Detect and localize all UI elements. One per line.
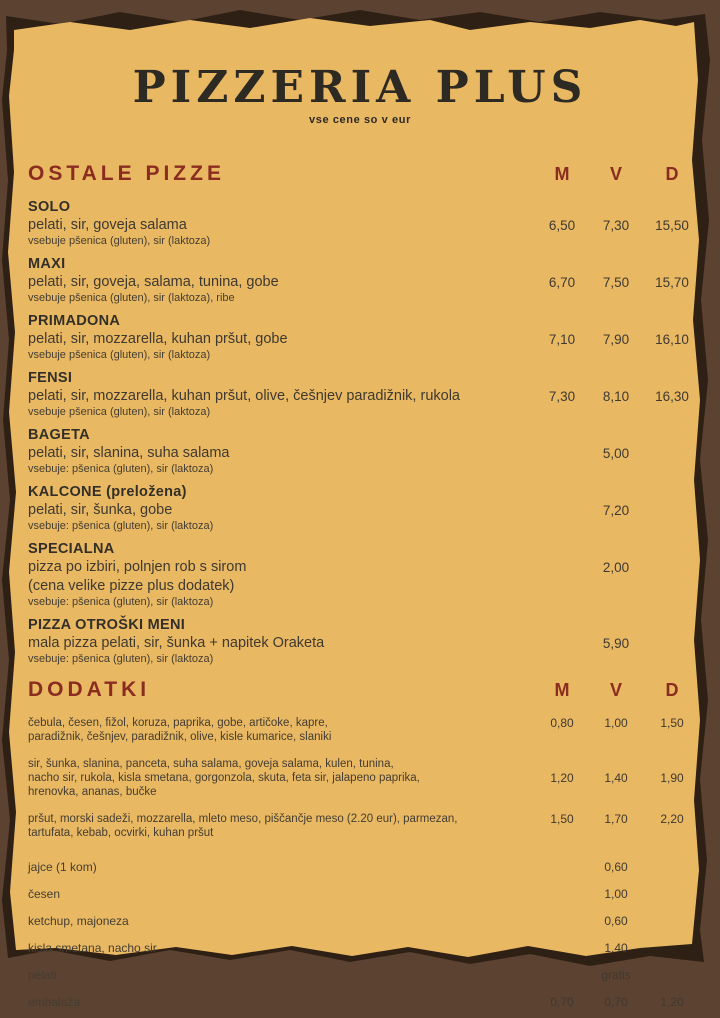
menu-item-specialna — [28, 540, 702, 609]
price-v: 5,00 — [602, 446, 630, 461]
dodatki-text-line: pršut, morski sadeži, mozzarella, mleto meso, piščančje meso (2.20 eur), parmezan, — [28, 813, 458, 825]
price-d: 2,20 — [660, 812, 684, 826]
price-m: 6,50 — [548, 218, 576, 233]
item-name: MAXI — [28, 256, 66, 272]
item-description — [28, 558, 534, 596]
column-header-m: M — [554, 163, 570, 184]
item-description: mala pizza pelati, sir, šunka + napitek Oraketa — [28, 635, 325, 651]
price-v: 7,90 — [602, 332, 630, 347]
price-v: 7,50 — [602, 275, 630, 290]
dodatki-text: jajce (1 kom) — [28, 859, 97, 874]
menu-item-bageta — [28, 426, 702, 476]
item-name: PIZZA OTROŠKI MENI — [28, 617, 186, 633]
item-allergens: vsebuje pšenica (gluten), sir (laktoza) — [28, 406, 211, 418]
price-v: gratis — [601, 967, 631, 982]
price-d: 1,90 — [660, 771, 684, 785]
item-description: pelati, sir, goveja, salama, tunina, gobe — [28, 274, 279, 290]
item-allergens: vsebuje: pšenica (gluten), sir (laktoza) — [28, 520, 214, 532]
price-v: 7,20 — [602, 503, 630, 518]
menu-item-primadona — [28, 312, 702, 362]
section-title: DODATKI — [28, 678, 151, 701]
item-allergens: vsebuje: pšenica (gluten), sir (laktoza) — [28, 653, 214, 665]
price-v: 0,70 — [604, 994, 628, 1009]
price-v: 5,90 — [602, 636, 630, 651]
price-v: 1,00 — [604, 886, 628, 901]
dodatki-row-kisla-smetana — [28, 934, 702, 961]
dodatki-text-line: paradižnik, češnjev, paradižnik, olive, kisle kumarice, slaniki — [28, 731, 332, 743]
price-m: 7,30 — [548, 389, 576, 404]
dodatki-text-line: tartufata, kebab, ocvirki, kuhan pršut — [28, 827, 214, 839]
item-name: BAGETA — [28, 427, 90, 443]
dodatki-text — [28, 812, 534, 840]
price-d: 16,30 — [655, 389, 689, 404]
item-allergens: vsebuje: pšenica (gluten), sir (laktoza) — [28, 463, 214, 475]
price-v: 0,60 — [604, 913, 628, 928]
price-v: 1,40 — [604, 771, 628, 785]
dodatki-row-vegetables — [28, 716, 702, 744]
item-description-line1: pizza po izbiri, polnjen rob s sirom — [28, 559, 247, 575]
item-name: SPECIALNA — [28, 541, 115, 557]
price-v: 1,70 — [604, 812, 628, 826]
item-description: pelati, sir, slanina, suha salama — [28, 445, 230, 461]
item-name: KALCONE (preložena) — [28, 484, 187, 500]
price-d: 16,10 — [655, 332, 689, 347]
column-header-v: V — [609, 679, 622, 700]
item-allergens: vsebuje pšenica (gluten), sir (laktoza) — [28, 349, 211, 361]
price-m: 0,80 — [550, 716, 574, 730]
price-m: 1,20 — [550, 771, 574, 785]
item-name: PRIMADONA — [28, 313, 121, 329]
section-header-dodatki — [28, 678, 702, 702]
price-m: 6,70 — [548, 275, 576, 290]
dodatki-row-ketchup — [28, 907, 702, 934]
column-header-m: M — [554, 679, 570, 700]
price-d: 15,70 — [655, 275, 689, 290]
price-v: 0,60 — [604, 859, 628, 874]
price-m: 7,10 — [548, 332, 576, 347]
dodatki-text: ketchup, majoneza — [28, 913, 129, 928]
item-name: FENSI — [28, 370, 73, 386]
item-allergens: vsebuje pšenica (gluten), sir (laktoza), ribe — [28, 292, 235, 304]
price-v: 7,30 — [602, 218, 630, 233]
dodatki-row-embalaza — [28, 988, 702, 1015]
price-v: 8,10 — [602, 389, 630, 404]
restaurant-title: PIZZERIA PLUS — [132, 62, 588, 113]
dodatki-list — [28, 716, 702, 1015]
price-d: 1,50 — [660, 716, 684, 730]
menu-item-fensi — [28, 369, 702, 419]
pizza-list — [28, 198, 702, 666]
item-description: pelati, sir, šunka, gobe — [28, 502, 173, 518]
currency-note: vse cene so v eur — [309, 114, 411, 126]
dodatki-text: pelati — [28, 967, 57, 982]
price-v: 1,00 — [604, 716, 628, 730]
dodatki-text — [28, 716, 534, 744]
column-header-d: D — [665, 163, 679, 184]
dodatki-text-line: nacho sir, rukola, kisla smetana, gorgonzola, skuta, feta sir, jalapeno paprika, — [28, 772, 420, 784]
price-d: 15,50 — [655, 218, 689, 233]
item-allergens: vsebuje pšenica (gluten), sir (laktoza) — [28, 235, 211, 247]
item-description-line2: (cena velike pizze plus dodatek) — [28, 578, 235, 594]
price-m: 1,50 — [550, 812, 574, 826]
price-d: 1,20 — [660, 994, 684, 1009]
dodatki-row-premium — [28, 812, 702, 840]
dodatki-row-pelati — [28, 961, 702, 988]
column-header-v: V — [609, 163, 622, 184]
item-description: pelati, sir, goveja salama — [28, 217, 187, 233]
dodatki-text-line: hrenovka, ananas, bučke — [28, 786, 157, 798]
price-v: 2,00 — [602, 560, 630, 575]
dodatki-text: embalaža — [28, 994, 81, 1009]
dodatki-text-line: sir, šunka, slanina, panceta, suha salama, goveja salama, kulen, tunina, — [28, 758, 394, 770]
dodatki-row-cesen — [28, 880, 702, 907]
menu-item-solo — [28, 198, 702, 248]
item-allergens: vsebuje: pšenica (gluten), sir (laktoza) — [28, 596, 214, 608]
price-v: 1,40 — [604, 940, 628, 955]
menu-item-kalcone — [28, 483, 702, 533]
dodatki-text-line: čebula, česen, fižol, koruza, paprika, gobe, artičoke, kapre, — [28, 717, 328, 729]
dodatki-row-jajce — [28, 853, 702, 880]
dodatki-text — [28, 757, 534, 799]
item-description: pelati, sir, mozzarella, kuhan pršut, olive, češnjev paradižnik, rukola — [28, 388, 460, 404]
item-description: pelati, sir, mozzarella, kuhan pršut, gobe — [28, 331, 288, 347]
dodatki-text: česen — [28, 886, 61, 901]
menu-item-maxi — [28, 255, 702, 305]
column-header-d: D — [665, 679, 679, 700]
section-header-ostale-pizze — [28, 162, 702, 186]
dodatki-row-meats-cheeses — [28, 757, 702, 799]
item-name: SOLO — [28, 199, 71, 215]
dodatki-text: kisla smetana, nacho sir — [28, 940, 157, 955]
menu-item-otroski-meni — [28, 616, 702, 666]
price-m: 0,70 — [550, 994, 574, 1009]
section-title: OSTALE PIZZE — [28, 162, 225, 185]
